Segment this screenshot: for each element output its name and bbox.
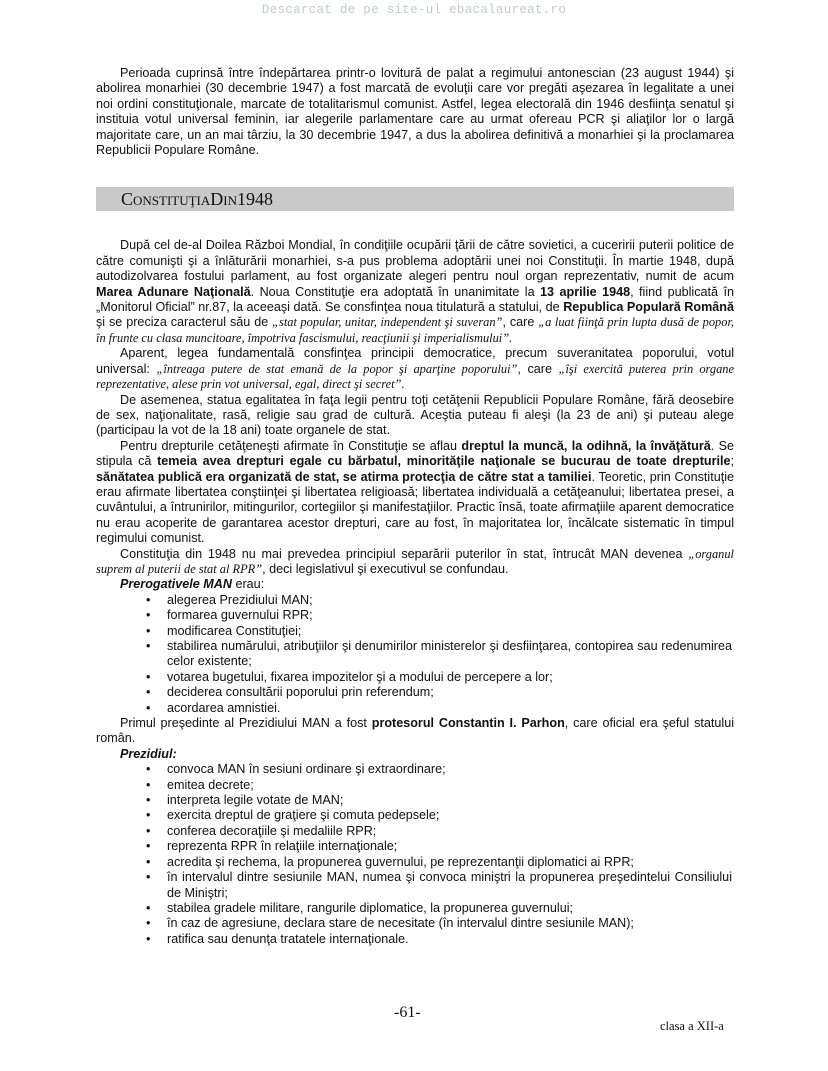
paragraph-2: Aparent, legea fundamentală consfinţea principii democratice, precum suveranitatea poporului, votul universal: „întreaga putere de stat emană de la popor şi aparţine poporului”, care „îşi exercită puterea prin organe reprezentative, alese prin vot universal, egal, direct şi secret”. [96,346,734,392]
list-item: • convoca MAN în sesiuni ordinare şi extraordinare; [96,762,734,777]
paragraph-5: Constituţia din 1948 nu mai prevedea principiul separării puterilor în stat, întrucât MAN devenea „organul suprem al puterii de stat al RPR”, deci legislativul şi executivul se confundau. [96,546,734,576]
list-item: • acredita şi rechema, la propunerea guvernului, pe reprezentanţii diplomatici ai RPR; [96,855,734,870]
list-item: • interpreta legile votate de MAN; [96,793,734,808]
list-item: • conferea decoraţiile şi medaliile RPR; [96,824,734,839]
prerogatives-heading: Prerogativele MAN erau: [120,577,265,592]
quote: „întreaga putere de stat emană de la popor şi aparţine poporului” [156,361,518,376]
presidium-label: Prezidiul: [120,746,177,761]
paragraph-4: Pentru drepturile cetăţeneşti afirmate în Constituţie se aflau dreptul la muncă, la odihnă, la învăţătură. Se stipula că temeia avea drepturi egale cu bărbatul, minorităţile naţionale se bucurau de toate drepturile; sănătatea publică era organizată de stat, se atirma protecţia de către stat a tamiliei. Teoretic, prin Constituţie erau afirmate libertatea conştiinţei şi libertatea religioasă; libertatea individuală a cetăţeanului; libertatea presei, a cuvântului, a întrunirilor, mitingurilor, cortegiilor şi manifestaţiilor. Practic însă, toate afirmaţiile aparent democratice nu erau acoperite de garantarea acestor drepturi, care au fost, în majoritatea lor, încălcate sistematic în timpul regimului comunist. [96,438,734,546]
quote: „organul suprem al puterii de stat al RPR” [96,546,734,576]
paragraph-6: Primul preşedinte al Prezidiului MAN a fost protesorul Constantin I. Parhon, care oficial era şeful statului român. [96,716,734,746]
paragraph-3: De asemenea, statua egalitatea în faţa legii pentru toţi cetăţenii Republicii Populare Române, fără deosebire de sex, naţionalitate, rasă, religie sau grad de cultură. Aceştia puteau fi aleşi (la 23 de ani) şi puteau alege (participau la vot de la 18 ani) toate organele de stat. [96,392,734,438]
list-item: • deciderea consultării poporului prin referendum; [96,685,734,700]
presidium-list [96,762,734,947]
quote: „a luat fiinţă prin lupta dusă de popor, în frunte cu clasa muncitoare, împotriva fascismului, reacţiunii şi imperialismului”. [96,315,734,345]
list-item: • emitea decrete; [96,778,734,793]
paragraph-1: După cel de-al Doilea Război Mondial, în condiţiile ocupării ţării de către sovietici, a cuceririi puterii politice de către comunişti şi a înlăturării monarhiei, s-a pus problema adoptării unei noi Constituţii. În martie 1948, după autodizolvarea fostului parlament, au fost organizate alegeri pentru noul organ reprezentativ, numit de acum Marea Adunare Naţională. Noua Constituţie era adoptată în unanimitate la 13 aprilie 1948, fiind publicată în „Monitorul Oficial” nr.87, la aceeaşi dată. Se consfinţea noua titulatură a statului, de Republica Populară Română şi se preciza caracterul său de „stat popular, unitar, independent şi suveran”, care „a luat fiinţă prin lupta dusă de popor, în frunte cu clasa muncitoare, împotriva fascismului, reacţiunii şi imperialismului”. [96,238,734,345]
quote: „îşi exercită puterea prin organe reprezentative, alese prin vot universal, egal, direct şi secret”. [96,361,734,392]
bold-term: dreptul la muncă, la odihnă, la învăţătură [461,438,711,453]
quote: „stat popular, unitar, independent şi suveran” [272,315,503,330]
list-item: • în intervalul dintre sesiunile MAN, numea şi convoca miniştri la propunerea preşedintelui Consiliului de Miniştri; [96,870,734,901]
list-item: • alegerea Prezidiului MAN; [96,593,734,608]
bold-term: Marea Adunare Naţională [96,284,251,299]
prerogatives-list [96,593,734,716]
presidium-heading [96,747,734,762]
list-item: • stabilea gradele militare, rangurile diplomatice, la propunerea guvernului; [96,901,734,916]
list-item: • acordarea amnistiei. [96,701,734,716]
list-item: • stabilirea numărului, atribuţiilor şi denumirilor ministerelor şi desfiinţarea, contopirea sau redenumirea celor existente; [96,639,734,670]
class-label: clasa a XII-a [660,1019,724,1033]
bold-term: temeia avea drepturi egale cu bărbatul, minorităţile naţionale se bucurau de toate drepturile [157,454,731,469]
intro-paragraph: Perioada cuprinsă între îndepărtarea printr-o lovitură de palat a regimului antonescian (23 august 1944) şi abolirea monarhiei (30 decembrie 1947) a fost marcată de evoluţii care vor pregăti aşezarea în legalitate a unei noi ordini constituţionale, marcate de totalitarismul comunist. Astfel, legea electorală din 1946 desfiinţa senatul şi instituia votul universal feminin, iar alegerile parlamentare care au urmat ofereau PCR şi aliaţilor lor o largă majoritate care, un an mai târziu, la 30 decembrie 1947, a dus la abolirea definitivă a monarhiei şi la proclamarea Republicii Populare Române. [96,66,734,158]
document-body [96,66,734,947]
list-item: • votarea bugetului, fixarea impozitelor şi a modului de percepere a lor; [96,670,734,685]
bold-date: 13 aprilie 1948 [540,284,631,299]
page-number: -61- [394,1004,421,1021]
prerogatives-label: Prerogativele MAN [120,577,232,592]
watermark: Descarcat de pe site-ul ebacalaureat.ro [261,3,567,17]
list-item: • modificarea Constituţiei; [96,624,734,639]
bold-term: Republica Populară Română [563,300,734,315]
list-item: • reprezenta RPR în relaţiile internaţionale; [96,839,734,854]
bold-term: sănătatea publică era organizată de stat, se atirma protecţia de către stat a tamiliei [96,469,592,484]
list-item: • formarea guvernului RPR; [96,608,734,623]
list-item: • ratifica sau denunţa tratatele internaţionale. [96,932,734,947]
list-item: • în caz de agresiune, declara stare de necesitate (în intervalul dintre sesiunile MAN); [96,916,734,931]
section-title: ConstituţiaDin1948 [96,187,734,211]
bold-term: protesorul Constantin I. Parhon [371,716,565,731]
list-item: • exercita dreptul de graţiere şi comuta pedepsele; [96,808,734,823]
